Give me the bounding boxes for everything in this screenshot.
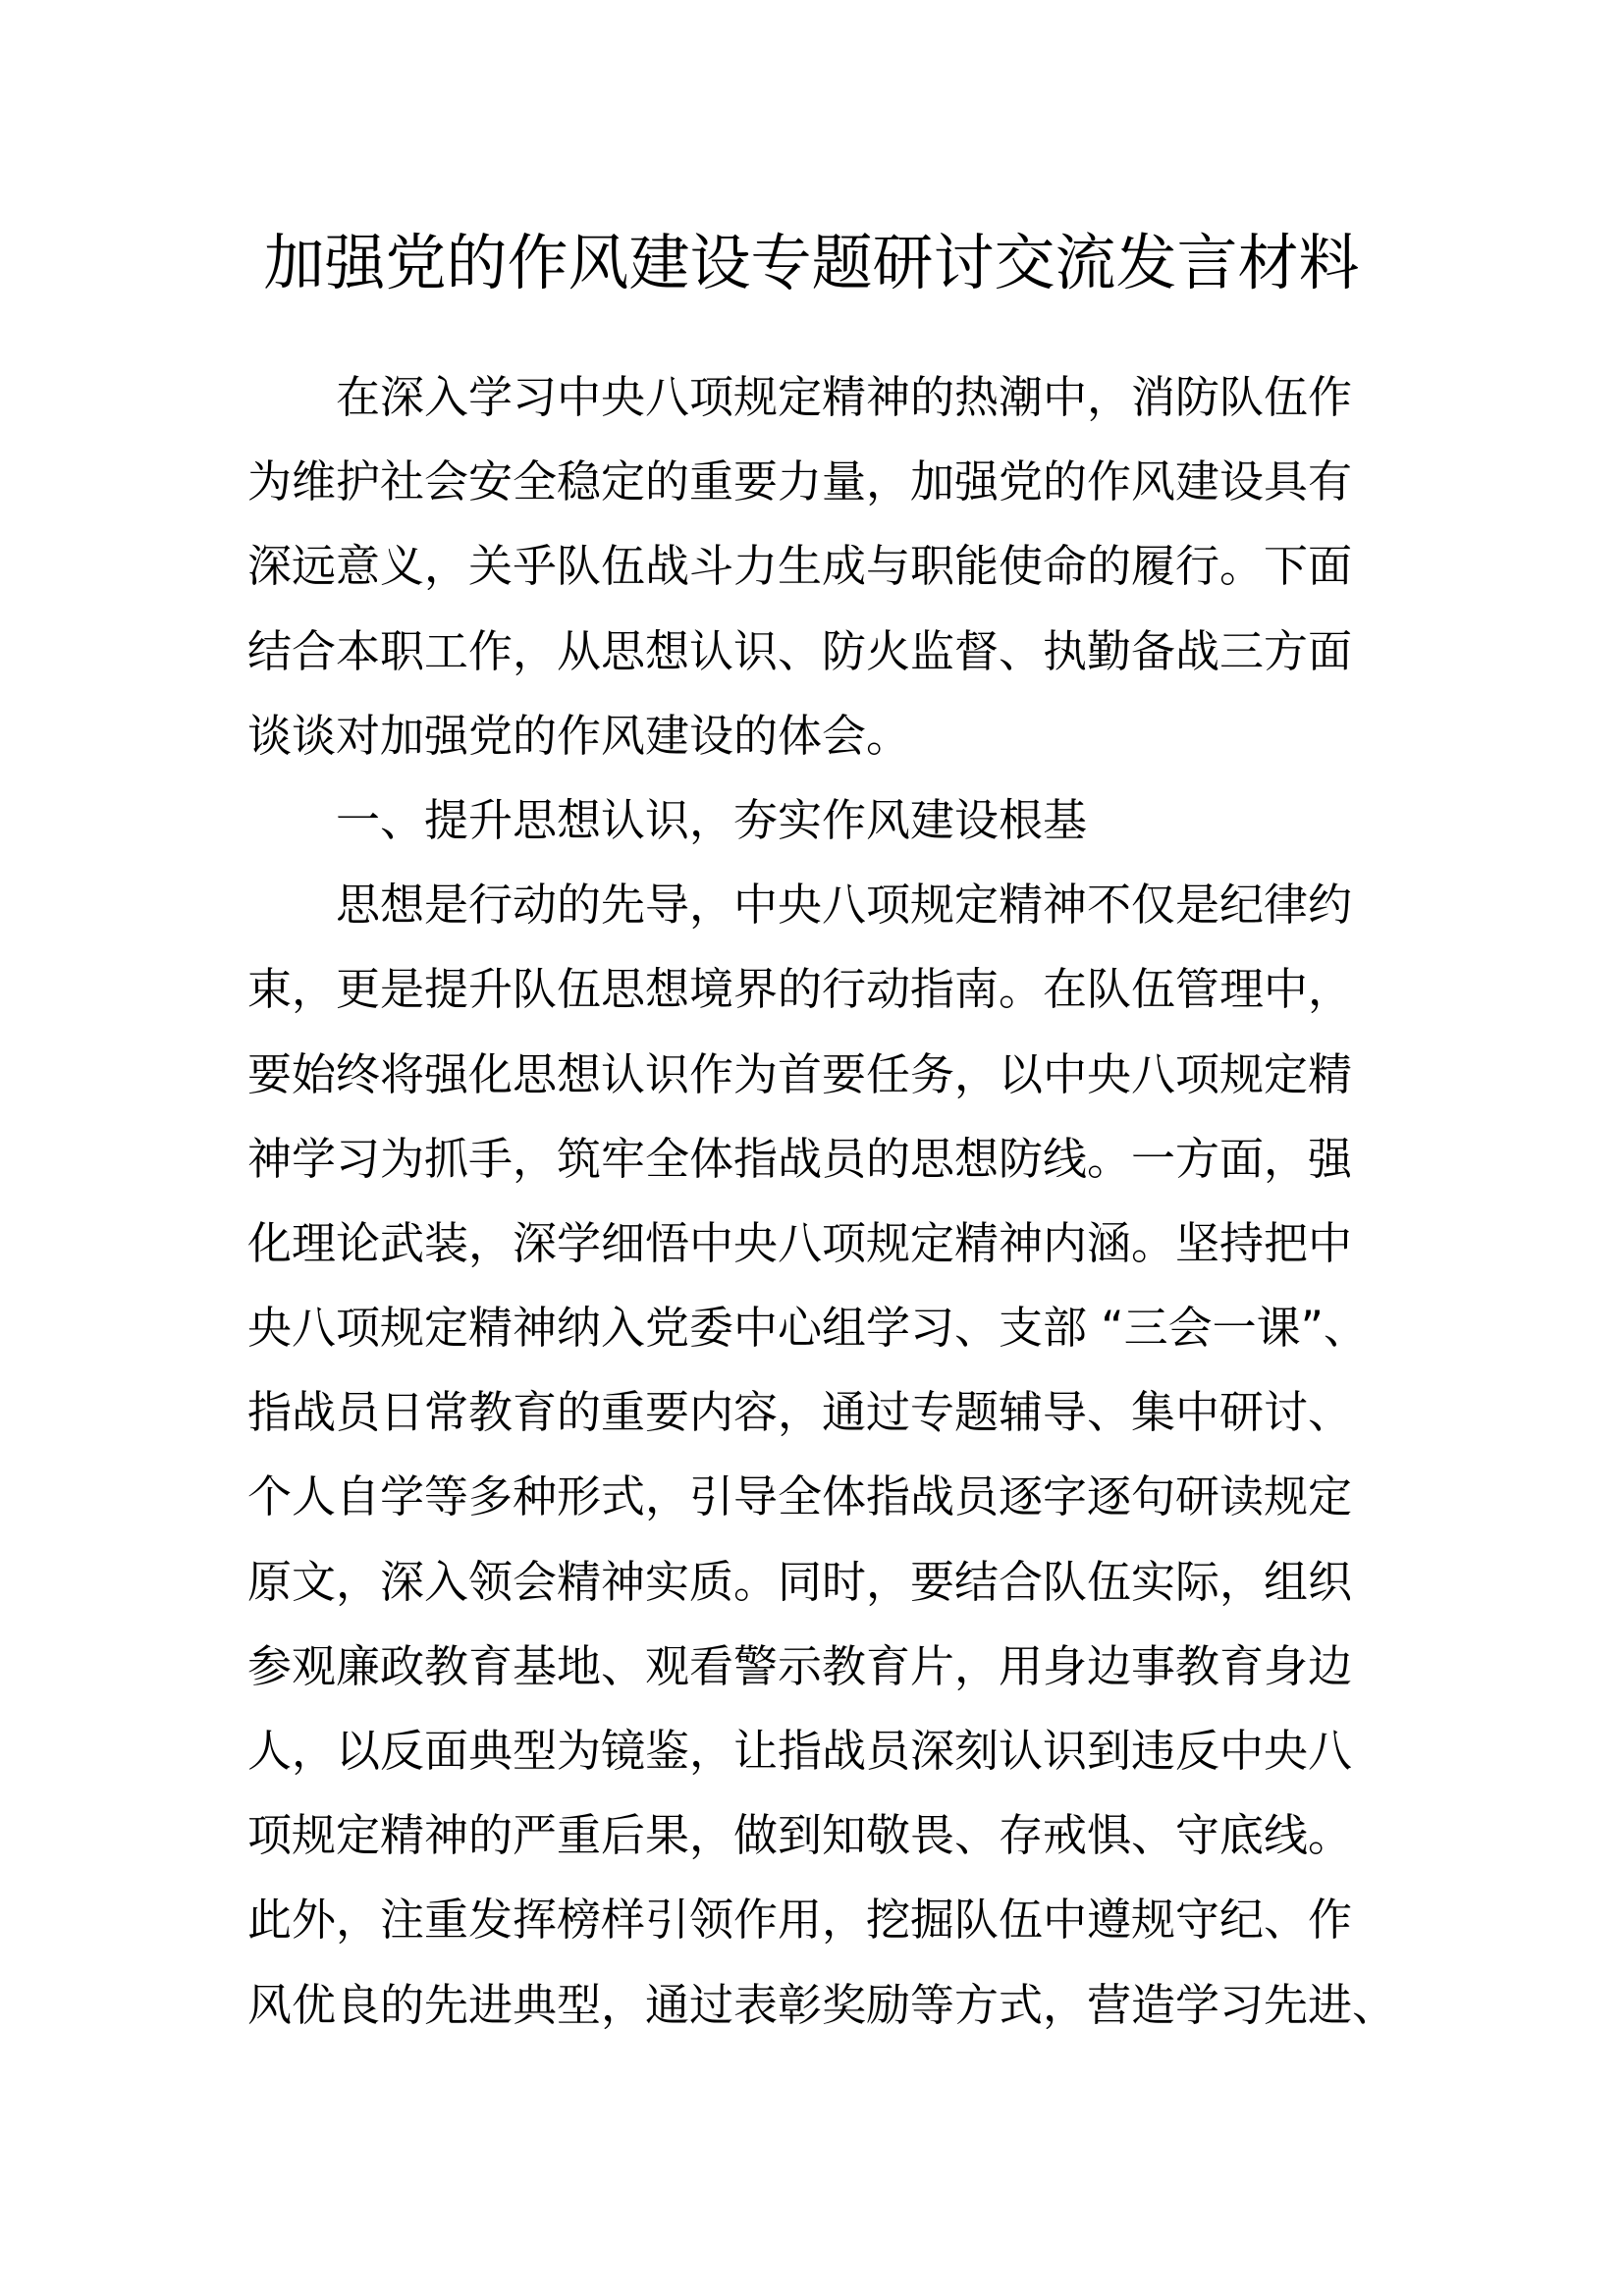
document-body (247, 355, 1397, 2048)
document-title: 加强党的作风建设专题研讨交流发言材料 (263, 227, 1360, 298)
paragraph-line: 指战员日常教育的重要内容，通过专题辅导、集中研讨、 (247, 1386, 1353, 1439)
paragraph-line: 谈谈对加强党的作风建设的体会。 (247, 709, 911, 762)
paragraph-line: 风优良的先进典型，通过表彰奖励等方式，营造学习先进、 (247, 1978, 1397, 2031)
paragraph-line: 深远意义，关乎队伍战斗力生成与职能使命的履行。下面 (247, 540, 1353, 593)
paragraph-line: 此外，注重发挥榜样引领作用，挖掘队伍中遵规守纪、作 (247, 1894, 1353, 1947)
paragraph-line: 项规定精神的严重后果，做到知敬畏、存戒惧、守底线。 (247, 1809, 1353, 1862)
paragraph-line: 神学习为抓手，筑牢全体指战员的思想防线。一方面，强 (247, 1132, 1353, 1185)
paragraph-line: 为维护社会安全稳定的重要力量，加强党的作风建设具有 (247, 455, 1353, 508)
paragraph-first-line: 一、提升思想认识，夯实作风建设根基 (336, 793, 1088, 846)
paragraph-line: 参观廉政教育基地、观看警示教育片，用身边事教育身边 (247, 1639, 1353, 1692)
paragraph-line: 化理论武装，深学细悟中央八项规定精神内涵。坚持把中 (247, 1216, 1353, 1269)
paragraph-line: 原文，深入领会精神实质。同时，要结合队伍实际，组织 (247, 1555, 1353, 1608)
paragraph-line: 束，更是提升队伍思想境界的行动指南。在队伍管理中， (247, 963, 1353, 1016)
paragraph-line: 结合本职工作，从思想认识、防火监督、执勤备战三方面 (247, 624, 1353, 677)
paragraph-first-line: 在深入学习中央八项规定精神的热潮中，消防队伍作 (336, 371, 1353, 423)
paragraph-line: 个人自学等多种形式，引导全体指战员逐字逐句研读规定 (247, 1470, 1353, 1523)
paragraph-line: 央八项规定精神纳入党委中心组学习、支部 “三会一课”、 (247, 1302, 1368, 1355)
paragraph-line: 要始终将强化思想认识作为首要任务，以中央八项规定精 (247, 1047, 1353, 1100)
paragraph-line: 人，以反面典型为镜鉴，让指战员深刻认识到违反中央八 (247, 1725, 1353, 1777)
paragraph-first-line: 思想是行动的先导，中央八项规定精神不仅是纪律约 (336, 879, 1353, 932)
